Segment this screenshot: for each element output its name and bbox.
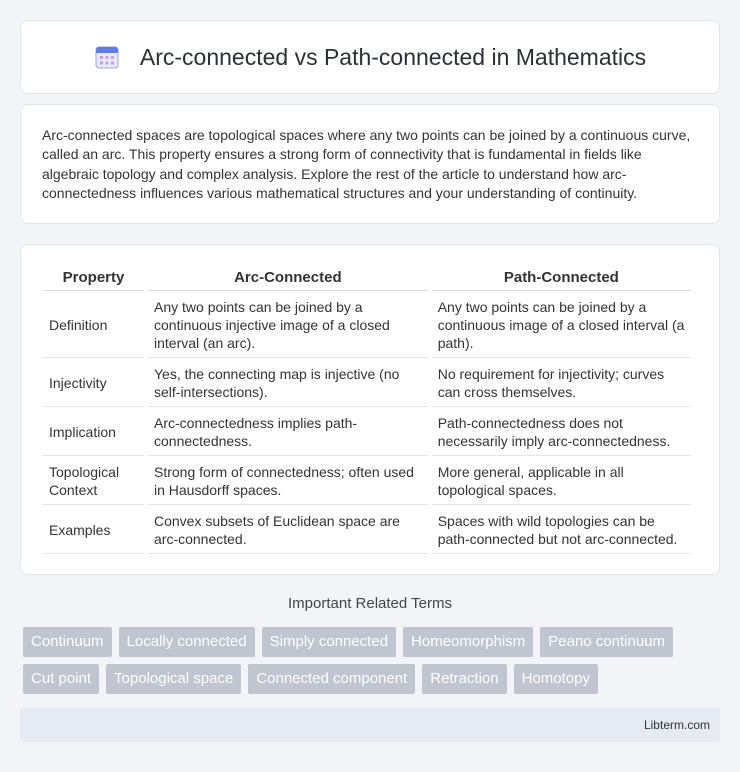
tag-topological-space[interactable]: Topological space bbox=[106, 664, 241, 694]
path-cell: Any two points can be joined by a continuous image of a closed interval (a path). bbox=[432, 291, 691, 358]
page-title: Arc-connected vs Path-connected in Mathematics bbox=[139, 43, 647, 70]
arc-cell: Strong form of connectedness; often used in Hausdorff spaces. bbox=[148, 456, 428, 505]
property-cell: Examples bbox=[43, 505, 144, 554]
property-cell: Topological Context bbox=[43, 456, 144, 505]
table-row bbox=[43, 407, 691, 456]
column-header: Arc-Connected bbox=[148, 263, 428, 291]
intro-text: Arc-connected spaces are topological spaces where any two points can be joined by a continuous curve, called an arc. This property ensures a strong form of connectivity that is fundamental in fields like algebraic topology and complex analysis. Explore the rest of the article to understand how arc-connectedness influences various mathematical structures and your understanding of continuity. bbox=[42, 127, 691, 201]
header-card bbox=[20, 20, 720, 94]
comparison-table bbox=[39, 263, 695, 554]
footer-site-link[interactable]: Libterm.com bbox=[643, 718, 710, 732]
tag-retraction[interactable]: Retraction bbox=[422, 664, 506, 694]
arc-cell: Arc-connectedness implies path-connectedness. bbox=[148, 407, 428, 456]
tag-cut-point[interactable]: Cut point bbox=[23, 664, 99, 694]
column-header: Path-Connected bbox=[432, 263, 691, 291]
arc-cell: Yes, the connecting map is injective (no self-intersections). bbox=[148, 358, 428, 407]
table-header-row bbox=[43, 263, 691, 291]
footer bbox=[20, 708, 720, 742]
intro-card bbox=[20, 104, 720, 224]
related-terms-list bbox=[23, 627, 723, 694]
property-cell: Implication bbox=[43, 407, 144, 456]
tag-peano-continuum[interactable]: Peano continuum bbox=[540, 627, 673, 657]
column-header: Property bbox=[43, 263, 144, 291]
path-cell: Path-connectedness does not necessarily imply arc-connectedness. bbox=[432, 407, 691, 456]
path-cell: More general, applicable in all topological spaces. bbox=[432, 456, 691, 505]
tag-continuum[interactable]: Continuum bbox=[23, 627, 112, 657]
table-row bbox=[43, 505, 691, 554]
arc-cell: Any two points can be joined by a continuous injective image of a closed interval (an arc). bbox=[148, 291, 428, 358]
property-cell: Injectivity bbox=[43, 358, 144, 407]
tag-simply-connected[interactable]: Simply connected bbox=[262, 627, 396, 657]
table-row bbox=[43, 291, 691, 358]
tag-locally-connected[interactable]: Locally connected bbox=[119, 627, 255, 657]
table-row bbox=[43, 358, 691, 407]
tag-homeomorphism[interactable]: Homeomorphism bbox=[403, 627, 533, 657]
path-cell: Spaces with wild topologies can be path-connected but not arc-connected. bbox=[432, 505, 691, 554]
comparison-table-card bbox=[20, 244, 720, 575]
arc-cell: Convex subsets of Euclidean space are arc-connected. bbox=[148, 505, 428, 554]
tag-connected-component[interactable]: Connected component bbox=[248, 664, 415, 694]
property-cell: Definition bbox=[43, 291, 144, 358]
calendar-icon bbox=[94, 44, 120, 70]
related-terms-title: Important Related Terms bbox=[288, 595, 452, 612]
path-cell: No requirement for injectivity; curves can cross themselves. bbox=[432, 358, 691, 407]
tag-homotopy[interactable]: Homotopy bbox=[514, 664, 598, 694]
table-row bbox=[43, 456, 691, 505]
